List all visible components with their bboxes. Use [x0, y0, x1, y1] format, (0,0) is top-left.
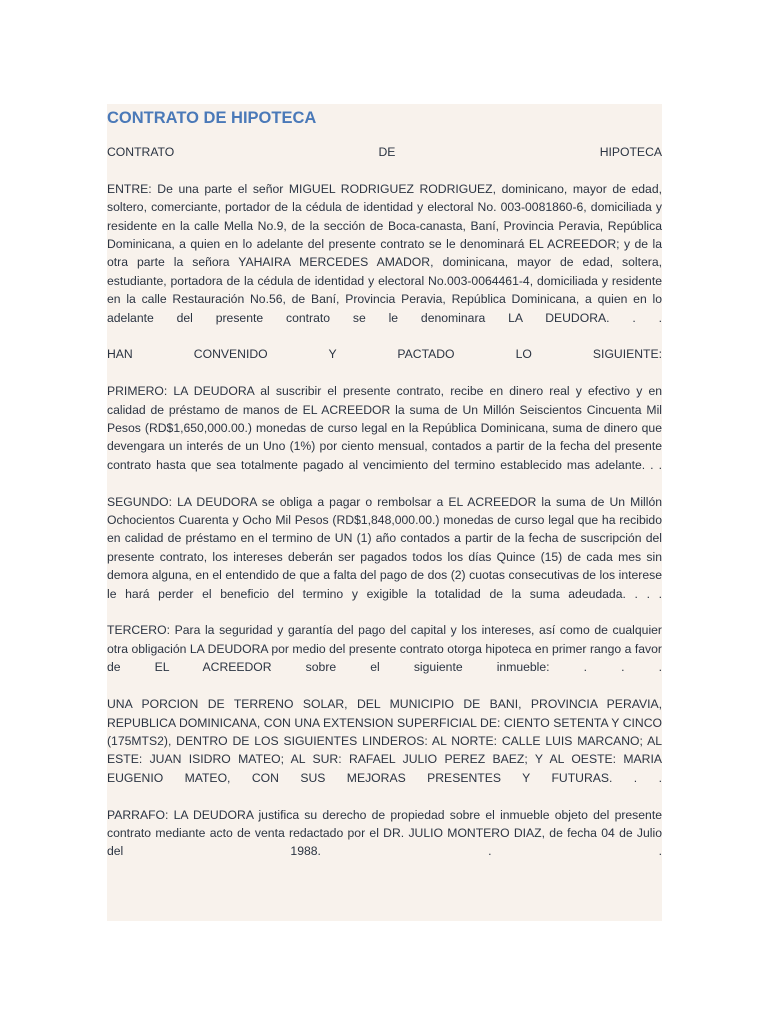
document-title: CONTRATO DE HIPOTECA: [107, 109, 317, 127]
paragraph-inmueble: UNA PORCION DE TERRENO SOLAR, DEL MUNICIPIO DE BANI, PROVINCIA PERAVIA, REPUBLICA DOMINICANA, CON UNA EXTENSION SUPERFICIAL DE: CIENTO SETENTA Y CINCO (175MTS2), DENTRO DE LOS SIGUIENTES LINDEROS: AL NORTE: CALLE LUIS MARCANO; AL ESTE: JUAN ISIDRO MATEO; AL SUR: RAFAEL JULIO PEREZ BAEZ; Y AL OESTE: MARIA EUGENIO MATEO, CON SUS MEJORAS PRESENTES Y FUTURAS. . .: [107, 697, 662, 785]
paragraph-segundo: SEGUNDO: LA DEUDORA se obliga a pagar o rembolsar a EL ACREEDOR la suma de Un Millón Ochocientos Cuarenta y Ocho Mil Pesos (RD$1,848,000.00.) monedas de curso legal que ha recibido en calidad de préstamo en el termino de UN (1) año contados a partir de la fecha de suscripción del presente contrato, los intereses deberán ser pagados todos los días Quince (15) de cada mes sin demora alguna, en el entendido de que a falta del pago de dos (2) cuotas consecutivas de los interese le hará perder el beneficio del termino y exigible la totalidad de la suma adeudada. . . .: [107, 494, 662, 601]
document-page: [107, 104, 662, 921]
contract-heading: CONTRATO DE HIPOTECA: [107, 145, 662, 159]
paragraph-parrafo: PARRAFO: LA DEUDORA justifica su derecho de propiedad sobre el inmueble objeto del presente contrato mediante acto de venta redactado por el DR. JULIO MONTERO DIAZ, de fecha 04 de Julio del 1988. . .: [107, 807, 662, 859]
paragraph-entre: ENTRE: De una parte el señor MIGUEL RODRIGUEZ RODRIGUEZ, dominicano, mayor de edad, soltero, comerciante, portador de la cédula de identidad y electoral No. 003-0081860-6, domiciliada y residente en la calle Mella No.9, de la sección de Boca-canasta, Baní, Provincia Peravia, República Dominicana, a quien en lo adelante del presente contrato se le denominará EL ACREEDOR; y de la otra parte la señora YAHAIRA MERCEDES AMADOR, dominicana, mayor de edad, soltera, estudiante, portadora de la cédula de identidad y electoral No.003-0064461-4, domiciliada y residente en la calle Restauración No.56, de Baní, Provincia Peravia, República Dominicana, a quien en lo adelante del presente contrato se le denominara LA DEUDORA. . .: [107, 181, 662, 325]
paragraph-primero: PRIMERO: LA DEUDORA al suscribir el presente contrato, recibe en dinero real y efectivo y en calidad de préstamo de manos de EL ACREEDOR la suma de Un Millón Seiscientos Cincuenta Mil Pesos (RD$1,650,000.00.) monedas de curso legal en la República Dominicana, suma de dinero que devengara un interés de un Uno (1%) por ciento mensual, contados a partir de la fecha del presente contrato hasta que sea totalmente pagado al vencimiento del termino establecido mas adelante. . .: [107, 384, 662, 472]
paragraph-han-convenido: HAN CONVENIDO Y PACTADO LO SIGUIENTE:: [107, 347, 662, 362]
paragraph-tercero: TERCERO: Para la seguridad y garantía del pago del capital y los intereses, así como de cualquier otra obligación LA DEUDORA por medio del presente contrato otorga hipoteca en primer rango a favor de EL ACREEDOR sobre el siguiente inmueble: . . .: [107, 623, 662, 675]
